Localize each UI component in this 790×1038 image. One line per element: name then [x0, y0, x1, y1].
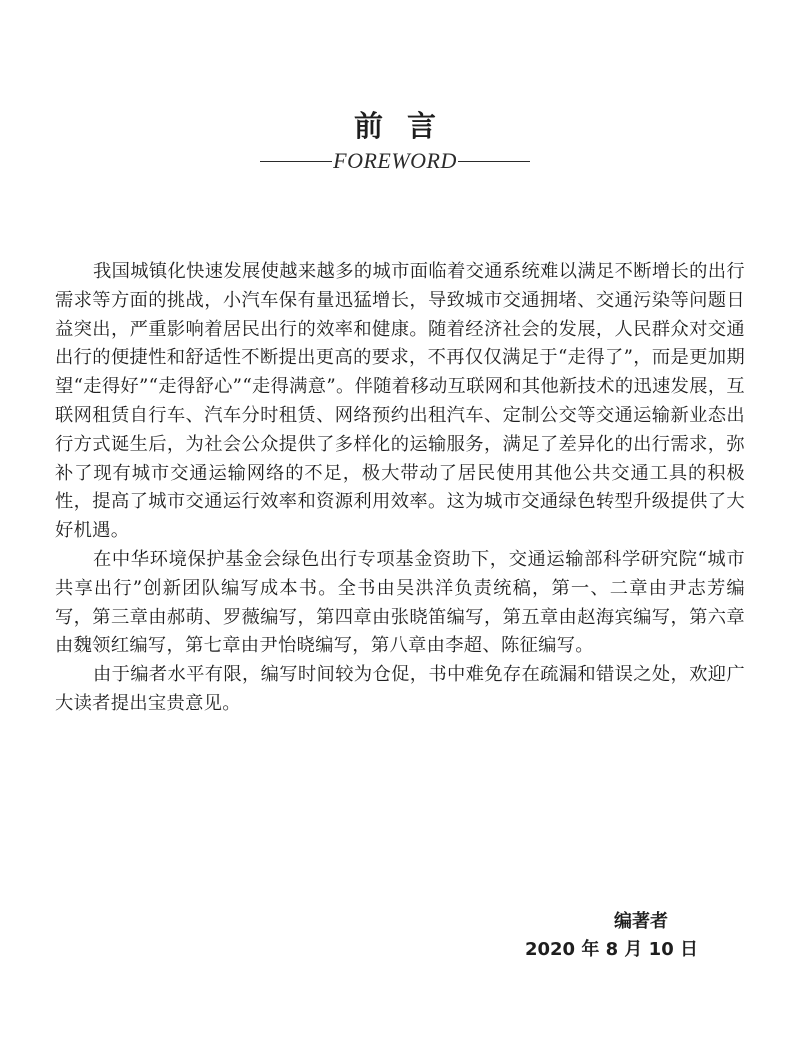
signature-author: 编著者 — [614, 911, 668, 932]
signature-block — [525, 908, 698, 964]
paragraph-1: 我国城镇化快速发展使越来越多的城市面临着交通系统难以满足不断增长的出行需求等方面的挑战，小汽车保有量迅猛增长，导致城市交通拥堵、交通污染等问题日益突出，严重影响着居民出行的效率和健康。随着经济社会的发展，人民群众对交通出行的便捷性和舒适性不断提出更高的要求，不再仅仅满足于“走得了”，而是更加期望“走得好”“走得舒心”“走得满意”。伴随着移动互联网和其他新技术的迅速发展，互联网租赁自行车、汽车分时租赁、网络预约出租汽车、定制公交等交通运输新业态出行方式诞生后，为社会公众提供了多样化的运输服务，满足了差异化的出行需求，弥补了现有城市交通运输网络的不足，极大带动了居民使用其他公共交通工具的积极性，提高了城市交通运行效率和资源利用效率。这为城市交通绿色转型升级提供了大好机遇。 — [55, 261, 745, 542]
right-rule — [458, 161, 530, 162]
page-subtitle — [0, 147, 790, 175]
left-rule — [260, 161, 332, 162]
paragraph-2: 在中华环境保护基金会绿色出行专项基金资助下，交通运输部科学研究院“城市共享出行”创新团队编写成本书。全书由吴洪洋负责统稿，第一、二章由尹志芳编写，第三章由郝萌、罗薇编写，第四章由张晓笛编写，第五章由赵海宾编写，第六章由魏领红编写，第七章由尹怡晓编写，第八章由李超、陈征编写。 — [55, 548, 745, 657]
signature-date: 2020 年 8 月 10 日 — [524, 939, 698, 960]
subtitle-text: FOREWORD — [333, 148, 457, 173]
foreword-body — [55, 258, 745, 719]
page-title: 前言 — [353, 109, 460, 143]
paragraph-3: 由于编者水平有限，编写时间较为仓促，书中难免存在疏漏和错误之处，欢迎广大读者提出宝贵意见。 — [55, 664, 745, 714]
